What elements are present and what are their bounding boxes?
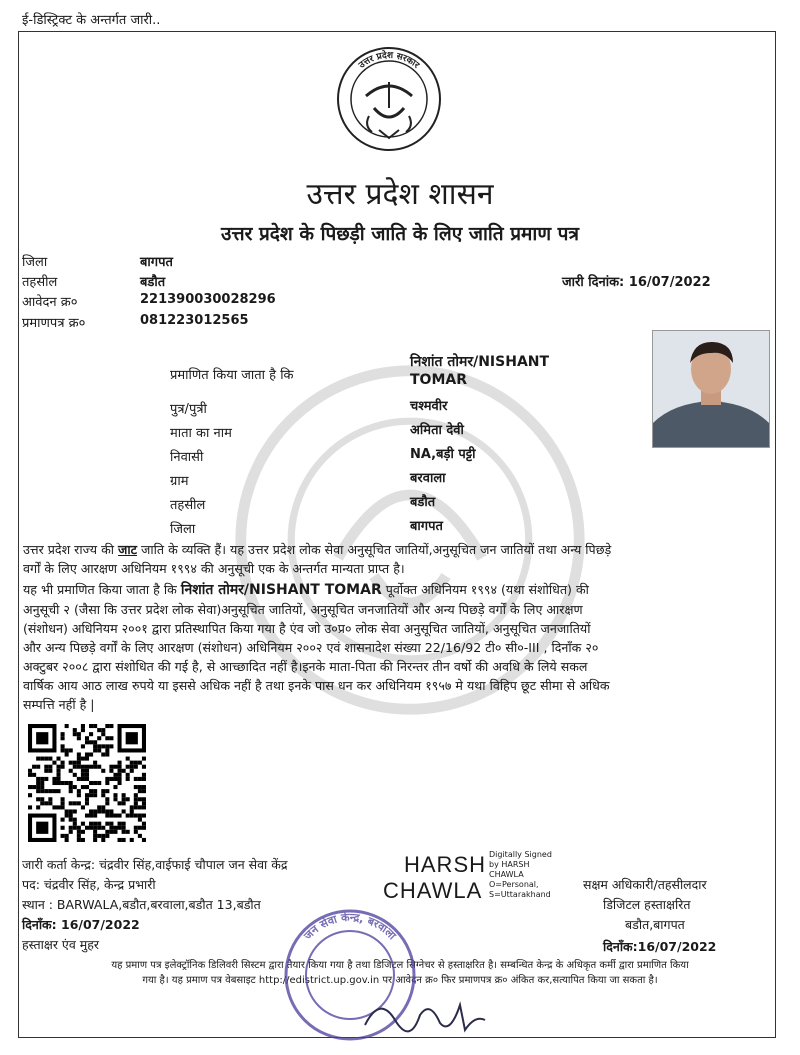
footer-line1: यह प्रमाण पत्र इलेक्ट्रॉनिक डिलिवरी सिस्टम द्वारा तैयार किया गया है तथा डिजिटल सिग्नेचर से हस्ताक्षरित है। सम्बन्धित केन्द्र के अधिकृत कर्मी द्वारा प्रमाणित किया [111,960,689,971]
person-photo-icon [653,331,769,447]
person-district-label: जिला [170,522,196,537]
footer-line2: गया है। यह प्रमाण पत्र वेबसाइट http://edistrict.up.gov.in पर आवेदन क्र० फिर प्रमाणपत्र क्र० अंकित कर,सत्यापित किया जा सकता है। [142,975,658,986]
village-label: ग्राम [170,474,189,489]
svg-text:जन सेवा केन्द्र, बरवाला [301,910,400,943]
applicant-photo [652,330,770,448]
application-number: 221390030028296 [140,292,276,307]
para2-line6: वार्षिक आय आठ लाख रुपये या इससे अधिक नहीं है तथा इनके पास धन कर अधिनियम १९५७ मे यथा विहिप छूट सीमा से अधिक [23,678,610,693]
issuer-center: जारी कर्ता केन्द्र: चंद्रवीर सिंह,वाईफाई चौपाल जन सेवा केंद्र [22,857,288,872]
para1-line1: उत्तर प्रदेश राज्य की जाट जाति के व्यक्ति हैं। यह उत्तर प्रदेश लोक सेवा अनुसूचित जातियों,अनुसूचित जन जातियों तथा अन्य पिछड़े [23,542,612,557]
issue-date: जारी दिनांक: 16/07/2022 [562,275,711,290]
certificate-title: उत्तर प्रदेश के पिछड़ी जाति के लिए जाति प्रमाण पत्र [221,223,579,245]
stamp-text: जन सेवा केन्द्र, बरवाला [301,910,399,943]
digital-sign-name1: HARSH [404,852,487,877]
application-label: आवेदन क्र० [22,295,78,310]
father-label: पुत्र/पुत्री [170,402,207,417]
district-value: बागपत [140,255,173,270]
declared-name: निशांत तोमर/NISHANT TOMAR [180,582,382,598]
person-district-value: बागपत [410,519,443,534]
emblem-text: उत्तर प्रदेश सरकार [357,50,421,71]
person-tehsil-value: बडौत [410,495,436,510]
declaration-paragraph [23,580,763,714]
authority-digital: डिजिटल हस्ताक्षरित [603,897,691,912]
applicant-name-line1: निशांत तोमर/NISHANT [410,354,550,370]
village-value: बरवाला [410,471,446,486]
sign-seal-label: हस्ताक्षर एंव मुहर [22,937,99,952]
para2-line2: अनुसूची २ (जैसा कि उत्तर प्रदेश लोक सेवा)अनुसूचित जातियों, अनुसूचित जनजातियों और अन्य पिछड़े वर्गों के लिए आरक्षण [23,602,583,617]
authority-date: दिनाँक:16/07/2022 [603,939,717,954]
para2-line1: यह भी प्रमाणित किया जाता है कि निशांत तोमर/NISHANT TOMAR पूर्वोक्त अधिनियम १९९४ (यथा संशोधित) की [23,582,589,598]
digital-sign-name2: CHAWLA [383,878,483,903]
mother-value: अमिता देवी [410,423,464,438]
tehsil-label: तहसील [22,275,58,290]
govt-title: उत्तर प्रदेश शासन [306,177,494,212]
caste-name: जाट [118,542,138,557]
district-label: जिला [22,255,48,270]
top-note: ई-डिस्ट्रिक्ट के अन्तर्गत जारी.. [22,13,161,28]
qr-code-icon [28,724,146,842]
certificate-label: प्रमाणपत्र क्र० [22,316,86,331]
authority-place: बडौत,बागपत [625,917,685,932]
para2-line4: और अन्य पिछड़े वर्गों के लिए आरक्षण (संशोधन) अधिनियम २००२ एवं शासनादेश संख्या 22/16/92 टी० सी०-III , दिनाँक २० [23,640,599,655]
issuer-date: दिनाँक: 16/07/2022 [22,917,140,932]
para2-line5: अक्टुबर २००८ द्वारा संशोधित की गई है, से आच्छादित नहीं है।इनके माता-पिता की निरन्तर तीन वर्षो की अवधि के लिये सकल [23,659,588,674]
para1-line2: वर्गों के लिए आरक्षण अधिनियम १९९४ की अनुसूची एक के अन्तर्गत मान्यता प्राप्त है। [23,561,405,576]
para2-line7: सम्पत्ति नहीं है | [23,697,95,712]
para2-line3: (संशोधन) अधिनियम २००१ द्वारा प्रतिस्थापित किया गया है एंव जो उ०प्र० लोक सेवा अनुसूचित जातियों, अनुसूचित जनजातियों [23,621,591,636]
caste-paragraph [23,540,763,578]
authority-title: सक्षम अधिकारी/तहसीलदार [583,877,707,892]
person-tehsil-label: तहसील [170,498,206,513]
certified-label: प्रमाणित किया जाता है कि [170,368,294,383]
father-value: चश्मवीर [410,399,448,414]
up-govt-emblem-icon [334,46,444,152]
applicant-name-line2: TOMAR [410,372,467,388]
issuer-place: स्थान : BARWALA,बडौत,बरवाला,बडौत 13,बडौत [22,897,261,912]
certificate-number: 081223012565 [140,313,249,328]
issuer-post: पद: चंद्रवीर सिंह, केन्द्र प्रभारी [22,877,156,892]
handwritten-signature-icon [360,985,490,1040]
tehsil-value: बडौत [140,275,166,290]
resident-label: निवासी [170,450,204,465]
resident-value: NA,बड़ी पट्टी [410,447,476,462]
digital-sign-details: Digitally Signed by HARSH CHAWLA O=Personal, S=Uttarakhand [489,850,552,899]
mother-label: माता का नाम [170,426,232,441]
